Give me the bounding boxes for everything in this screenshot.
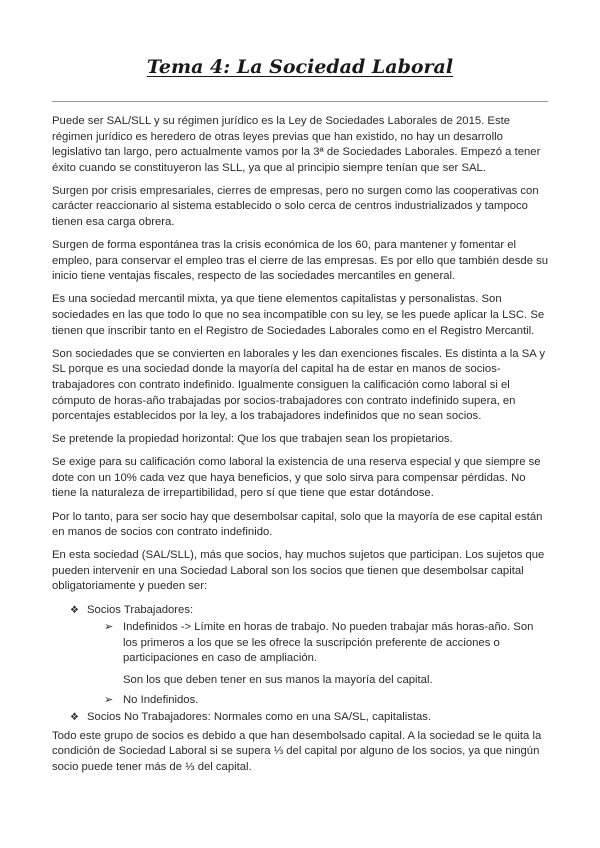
list-item-text: Socios Trabajadores: (87, 603, 194, 616)
document-title: Tema 4: La Sociedad Laboral (146, 56, 454, 78)
paragraph: Es una sociedad mercantil mixta, ya que tiene elementos capitalistas y personalistas. Son sociedades en las que todo lo que no sea incompatible con su ley, se les puede aplicar la LSC. Se tienen que inscribir tanto en el Registro de Sociedades Laborales como en el Registro Mercantil. (52, 293, 545, 337)
list-item-text: Socios No Trabajadores: Normales como en una SA/SL, capitalistas. (87, 711, 432, 724)
title-divider (52, 101, 548, 102)
sublist (87, 620, 550, 708)
list-item (52, 603, 550, 709)
paragraph: Por lo tanto, para ser socio hay que desembolsar capital, solo que la mayoría de ese capital están en manos de socios con contrato indefinido. (52, 510, 543, 539)
sublist-item (87, 620, 550, 688)
paragraph: Se pretende la propiedad horizontal: Que los que trabajen sean los propietarios. (52, 433, 453, 446)
sublist-item-text: Indefinidos -> Límite en horas de trabajo. No pueden trabajar más horas-año. Son los primeros a los que se les ofrece la suscripción preferente de acciones o participaciones en caso de ampliación. (123, 621, 534, 665)
arrow-bullet-icon: ➢ (104, 621, 114, 634)
paragraph: Surgen de forma espontánea tras la crisis económica de los 60, para mantener y fomentar el empleo, para conservar el empleo tras el cierre de las empresas. Es por ello que también desde su inicio tiene ventajas fiscales, respecto de las sociedades mercantiles en general. (52, 239, 549, 283)
paragraph: Son sociedades que se convierten en laborales y les dan exenciones fiscales. Es distinta a la SA y SL porque es una sociedad donde la mayoría del capital ha de estar en manos de socios-trabajadores con contrato indefinido. Igualmente consiguen la calificación como laboral si el cómputo de horas-año trabajadas por socios-trabajadores con contrato indefinido supera, en porcentajes establecidos por la ley, a los trabajadores indefinidos que no sean socios. (52, 347, 545, 423)
document-body (52, 114, 550, 783)
sublist-item (87, 693, 550, 709)
list-item (52, 710, 550, 726)
paragraph: Surgen por crisis empresariales, cierres de empresas, pero no surgen como las cooperativas con carácter reaccionario al sistema establecido o solo cerca de centros industrializados y tampoco tienen esa carga obrera. (52, 184, 539, 229)
sublist-item-text: No Indefinidos. (123, 693, 199, 706)
sublist-note: Son los que deben tener en sus manos la mayoría del capital. (123, 673, 433, 686)
arrow-bullet-icon: ➢ (104, 693, 114, 706)
paragraph: Se exige para su calificación como laboral la existencia de una reserva especial y que siempre se dote con un 10% cada vez que haya beneficios, y que solo sirva para compensar pérdidas. No tiene la naturaleza de irrepartibilidad, pero sí que tiene que estar dotándose. (52, 456, 541, 500)
paragraph: Todo este grupo de socios es debido a que han desembolsado capital. A la sociedad se le quita la condición de Sociedad Laboral si se supera ⅓ del capital por alguno de los socios, ya que ningún socio puede tener más de ⅓ del capital. (52, 729, 542, 773)
paragraph: En esta sociedad (SAL/SLL), más que socios, hay muchos sujetos que participan. Los sujetos que pueden intervenir en una Sociedad Laboral son los socios que tienen que desembolsar capital obligatoriamente y pueden ser: (52, 549, 545, 593)
diamond-bullet-icon: ❖ (70, 712, 79, 724)
socios-list (52, 603, 550, 726)
diamond-bullet-icon: ❖ (70, 604, 79, 616)
paragraph: Puede ser SAL/SLL y su régimen jurídico es la Ley de Sociedades Laborales de 2015. Este régimen jurídico es heredero de otras leyes previas que han existido, no hay un desarrollo legislativo tan largo, pero actualmente vamos por la 3ª de Sociedades Laborales. Empezó a tener éxito cuando se constituyeron las SLL, ya que al principio siempre tenían que ser SAL. (52, 115, 541, 174)
